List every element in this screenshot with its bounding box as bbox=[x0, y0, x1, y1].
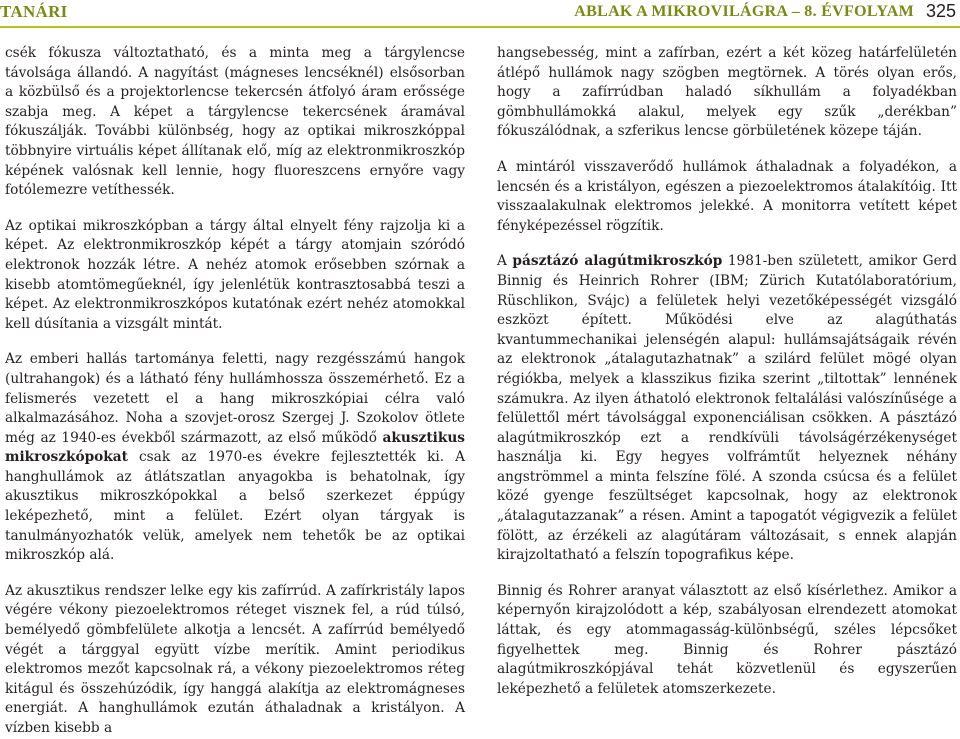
paragraph-text: 1981-ben született, amikor Gerd Binnig és Heinrich Rohrer (IBM; Zürich Kutatólaboratórium, Rüschlikon, Svájc) a felületek helyi vezetőképességét vizsgáló eszközt épített. Működési elve az alagúthatás kvantummechanikai jelenségén alapul: hullámsajátságaik révén az elektronok „átalagutazhatnak” a szilárd felület mögé olyan régiókba, melyek a klasszikus fizika szerint „tiltottak” lennének számukra. Az ilyen áthatoló elektronok feltalálási valószínűsége a felülettől mért távolsággal exponenciálisan csökken. A pásztázó alagútmikroszkóp ezt a rendkívüli távolságérzékenységet használja ki. Egy hegyes volfrámtűt helyeznek néhány angströmmel a minta felszíne fölé. A szonda csúcsa és a felület közé gyenge feszültséget kapcsolnak, hogy az elektronok „átalagutazzanak” a résen. Amint a tapogatót végigvezik a felület fölött, az érzékeli az alagútáram változásait, s ennek alapján kirajzoltatható a felszín topografikus képe. bbox=[497, 253, 957, 564]
paragraph bbox=[5, 350, 465, 566]
header-journal-title: ABLAK A MIKROVILÁGRA – 8. ÉVFOLYAM bbox=[574, 3, 914, 20]
page-number: 325 bbox=[925, 1, 956, 21]
paragraph: hangsebesség, mint a zafírban, ezért a két közeg határfelületén átlépő hullámok nagy szögben megtörnek. A törés olyan erős, hogy a zafírrúdban haladó síkhullám a folyadékban gömbhullámokká alakul, melyek egy szűk „derékban” fókuszálódnak, a szferikus lencse görbületének közepe táján. bbox=[497, 45, 957, 140]
paragraph-text: A bbox=[497, 253, 513, 270]
paragraph: Az optikai mikroszkópban a tárgy által elnyelt fény rajzolja ki a képet. Az elektronmikroszkóp képét a tárgy atomjain szóródó elektronok hozzák létre. A nehéz atomok erősebben szórnak a kisebb atomtömegűeknél, így jelenlétük kontrasztosabbá teszi a képet. Az elektronmikroszkópos kutatónak ezért nehéz atomokkal kell dúsítania a vizsgált mintát. bbox=[5, 217, 465, 332]
page-header bbox=[0, 0, 960, 30]
left-column bbox=[5, 44, 465, 739]
bold-term-acoustic-microscope: akusztikus mikroszkópokat bbox=[5, 429, 465, 466]
bold-term-stm: pásztázó alagútmikroszkóp bbox=[512, 253, 723, 270]
paragraph: Az akusztikus rendszer lelke egy kis zafírrúd. A zafírkristály lapos végére vékony piezoelektromos réteget visznek fel, a rúd túlsó, bemélyedő gömbfelülete alkotja a lencsét. A zafírrúd bemélyedő végét a tárggyal együtt vízbe merítik. Amint periodikus elektromos mezőt kapcsolnak rá, a vékony piezoelektromos réteg kitágul és összehúzódik, így hanggá alakítja az elektromágneses energiát. A hanghullámok ezután áthaladnak a kristályon. A vízben kisebb a bbox=[5, 582, 465, 736]
paragraph-text: csak az 1970-es évekre fejlesztették ki. A hanghullámok az átlátszatlan anyagokba is behatolnak, így akusztikus mikroszkópokkal a belső szerkezet éppúgy leképezhető, mint a felület. Ezért olyan tárgyak is tanulmányozhatók velük, amelyek nem tehetők be az optikai mikroszkóp alá. bbox=[5, 449, 465, 564]
paragraph: Binnig és Rohrer aranyat választott az első kísérlethez. Amikor a képernyőn kirajzolódott a kép, szabályosan elrendezett atomokat láttak, és egy atommagasság-különbségű, széles lépcsőket figyelhettek meg. Binnig és Rohrer pásztázó alagútmikroszkópjával tehát közvetlenül és egyszerűen leképezhető a felületek atomszerkezete. bbox=[497, 582, 957, 697]
header-divider bbox=[0, 26, 960, 28]
paragraph: A mintáról visszaverődő hullámok áthaladnak a folyadékon, a lencsén és a kristályon, egészen a piezoelektromos átalakítóig. Itt visszaalakulnak elektromos jelekké. A monitorra vetített képet fényképezéssel rögzítik. bbox=[497, 158, 957, 234]
paragraph-text: Az emberi hallás tartománya feletti, nagy rezgésszámú hangok (ultrahangok) és a látható fény hullámhossza összemérhető. Ez a felismerés vezetett el a hang mikroszkópiai célra való alkalmazásához. Noha a szovjet-orosz Szergej J. Szokolov ötlete még az 1940-es évekből származott, az első működő bbox=[5, 351, 465, 446]
paragraph: csék fókusza változtatható, és a minta meg a tárgylencse távolsága állandó. A nagyítást (mágneses lencséknél) elsősorban a közbülső és a projektorlencse tekercsén átfolyó áram erőssége szabja meg. A képet a tárgylencse tekercsének áramával fókuszálják. További különbség, hogy az optikai mikroszkóppal többnyire virtuális képet állítanak elő, míg az elektronmikroszkóp képének valósnak kell lennie, hogy fluoreszcens ernyőre vagy fotólemezre vetíthessék. bbox=[5, 45, 465, 199]
header-section-label: TANÁRI bbox=[0, 2, 68, 21]
paragraph bbox=[497, 252, 957, 566]
right-column bbox=[497, 44, 957, 699]
